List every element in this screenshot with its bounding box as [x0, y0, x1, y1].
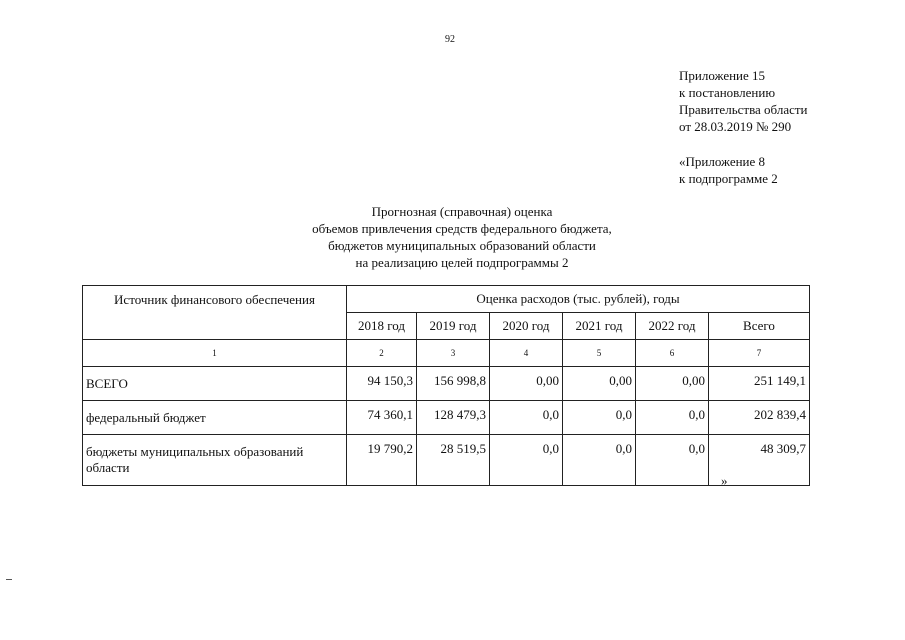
row-label: бюджеты муниципальных образований области — [83, 435, 347, 486]
estimate-header: Оценка расходов (тыс. рублей), годы — [347, 286, 810, 313]
column-number-row — [83, 340, 810, 367]
appendix-line: к постановлению — [679, 85, 776, 100]
row-label: федеральный бюджет — [83, 401, 347, 435]
title-line: объемов привлечения средств федерального бюджета, — [312, 221, 612, 236]
table-row — [83, 435, 810, 486]
row-value: 0,0 — [636, 401, 709, 435]
year-header: 2018 год — [347, 313, 417, 340]
row-value: 0,00 — [490, 367, 563, 401]
title-line: бюджетов муниципальных образований области — [328, 238, 596, 253]
row-value: 0,0 — [563, 401, 636, 435]
appendix-line: от 28.03.2019 № 290 — [679, 119, 792, 134]
row-total: 251 149,1 — [709, 367, 810, 401]
appendix-block — [679, 67, 808, 135]
row-value: 74 360,1 — [347, 401, 417, 435]
column-number: 4 — [490, 340, 563, 367]
title-line: на реализацию целей подпрограммы 2 — [355, 255, 569, 270]
closing-quote: » — [721, 473, 728, 488]
row-value: 0,0 — [490, 401, 563, 435]
table-row — [83, 401, 810, 435]
document-title — [262, 203, 662, 271]
row-value: 0,0 — [636, 435, 709, 486]
column-number: 6 — [636, 340, 709, 367]
source-header: Источник финансового обеспечения — [83, 286, 347, 340]
row-total: 48 309,7 — [709, 435, 810, 486]
column-number: 1 — [83, 340, 347, 367]
sub-appendix-line: «Приложение 8 — [679, 154, 766, 169]
financing-table — [82, 285, 810, 486]
row-value: 156 998,8 — [417, 367, 490, 401]
column-number: 3 — [417, 340, 490, 367]
row-total: 202 839,4 — [709, 401, 810, 435]
appendix-line: Приложение 15 — [679, 68, 766, 83]
row-value: 19 790,2 — [347, 435, 417, 486]
column-number: 5 — [563, 340, 636, 367]
year-header: 2020 год — [490, 313, 563, 340]
sub-appendix-block — [679, 153, 778, 187]
column-number: 2 — [347, 340, 417, 367]
page-number: 92 — [445, 34, 455, 45]
row-value: 0,0 — [563, 435, 636, 486]
row-value: 128 479,3 — [417, 401, 490, 435]
sub-appendix-line: к подпрограмме 2 — [679, 171, 778, 186]
row-value: 28 519,5 — [417, 435, 490, 486]
row-value: 0,0 — [490, 435, 563, 486]
year-header: 2022 год — [636, 313, 709, 340]
title-line: Прогнозная (справочная) оценка — [371, 204, 553, 219]
row-value: 0,00 — [563, 367, 636, 401]
year-header: 2021 год — [563, 313, 636, 340]
column-number: 7 — [709, 340, 810, 367]
row-value: 94 150,3 — [347, 367, 417, 401]
margin-mark — [6, 579, 12, 580]
appendix-line: Правительства области — [679, 102, 808, 117]
total-header: Всего — [709, 313, 810, 340]
table-row — [83, 367, 810, 401]
row-value: 0,00 — [636, 367, 709, 401]
year-header: 2019 год — [417, 313, 490, 340]
row-label: ВСЕГО — [83, 367, 347, 401]
